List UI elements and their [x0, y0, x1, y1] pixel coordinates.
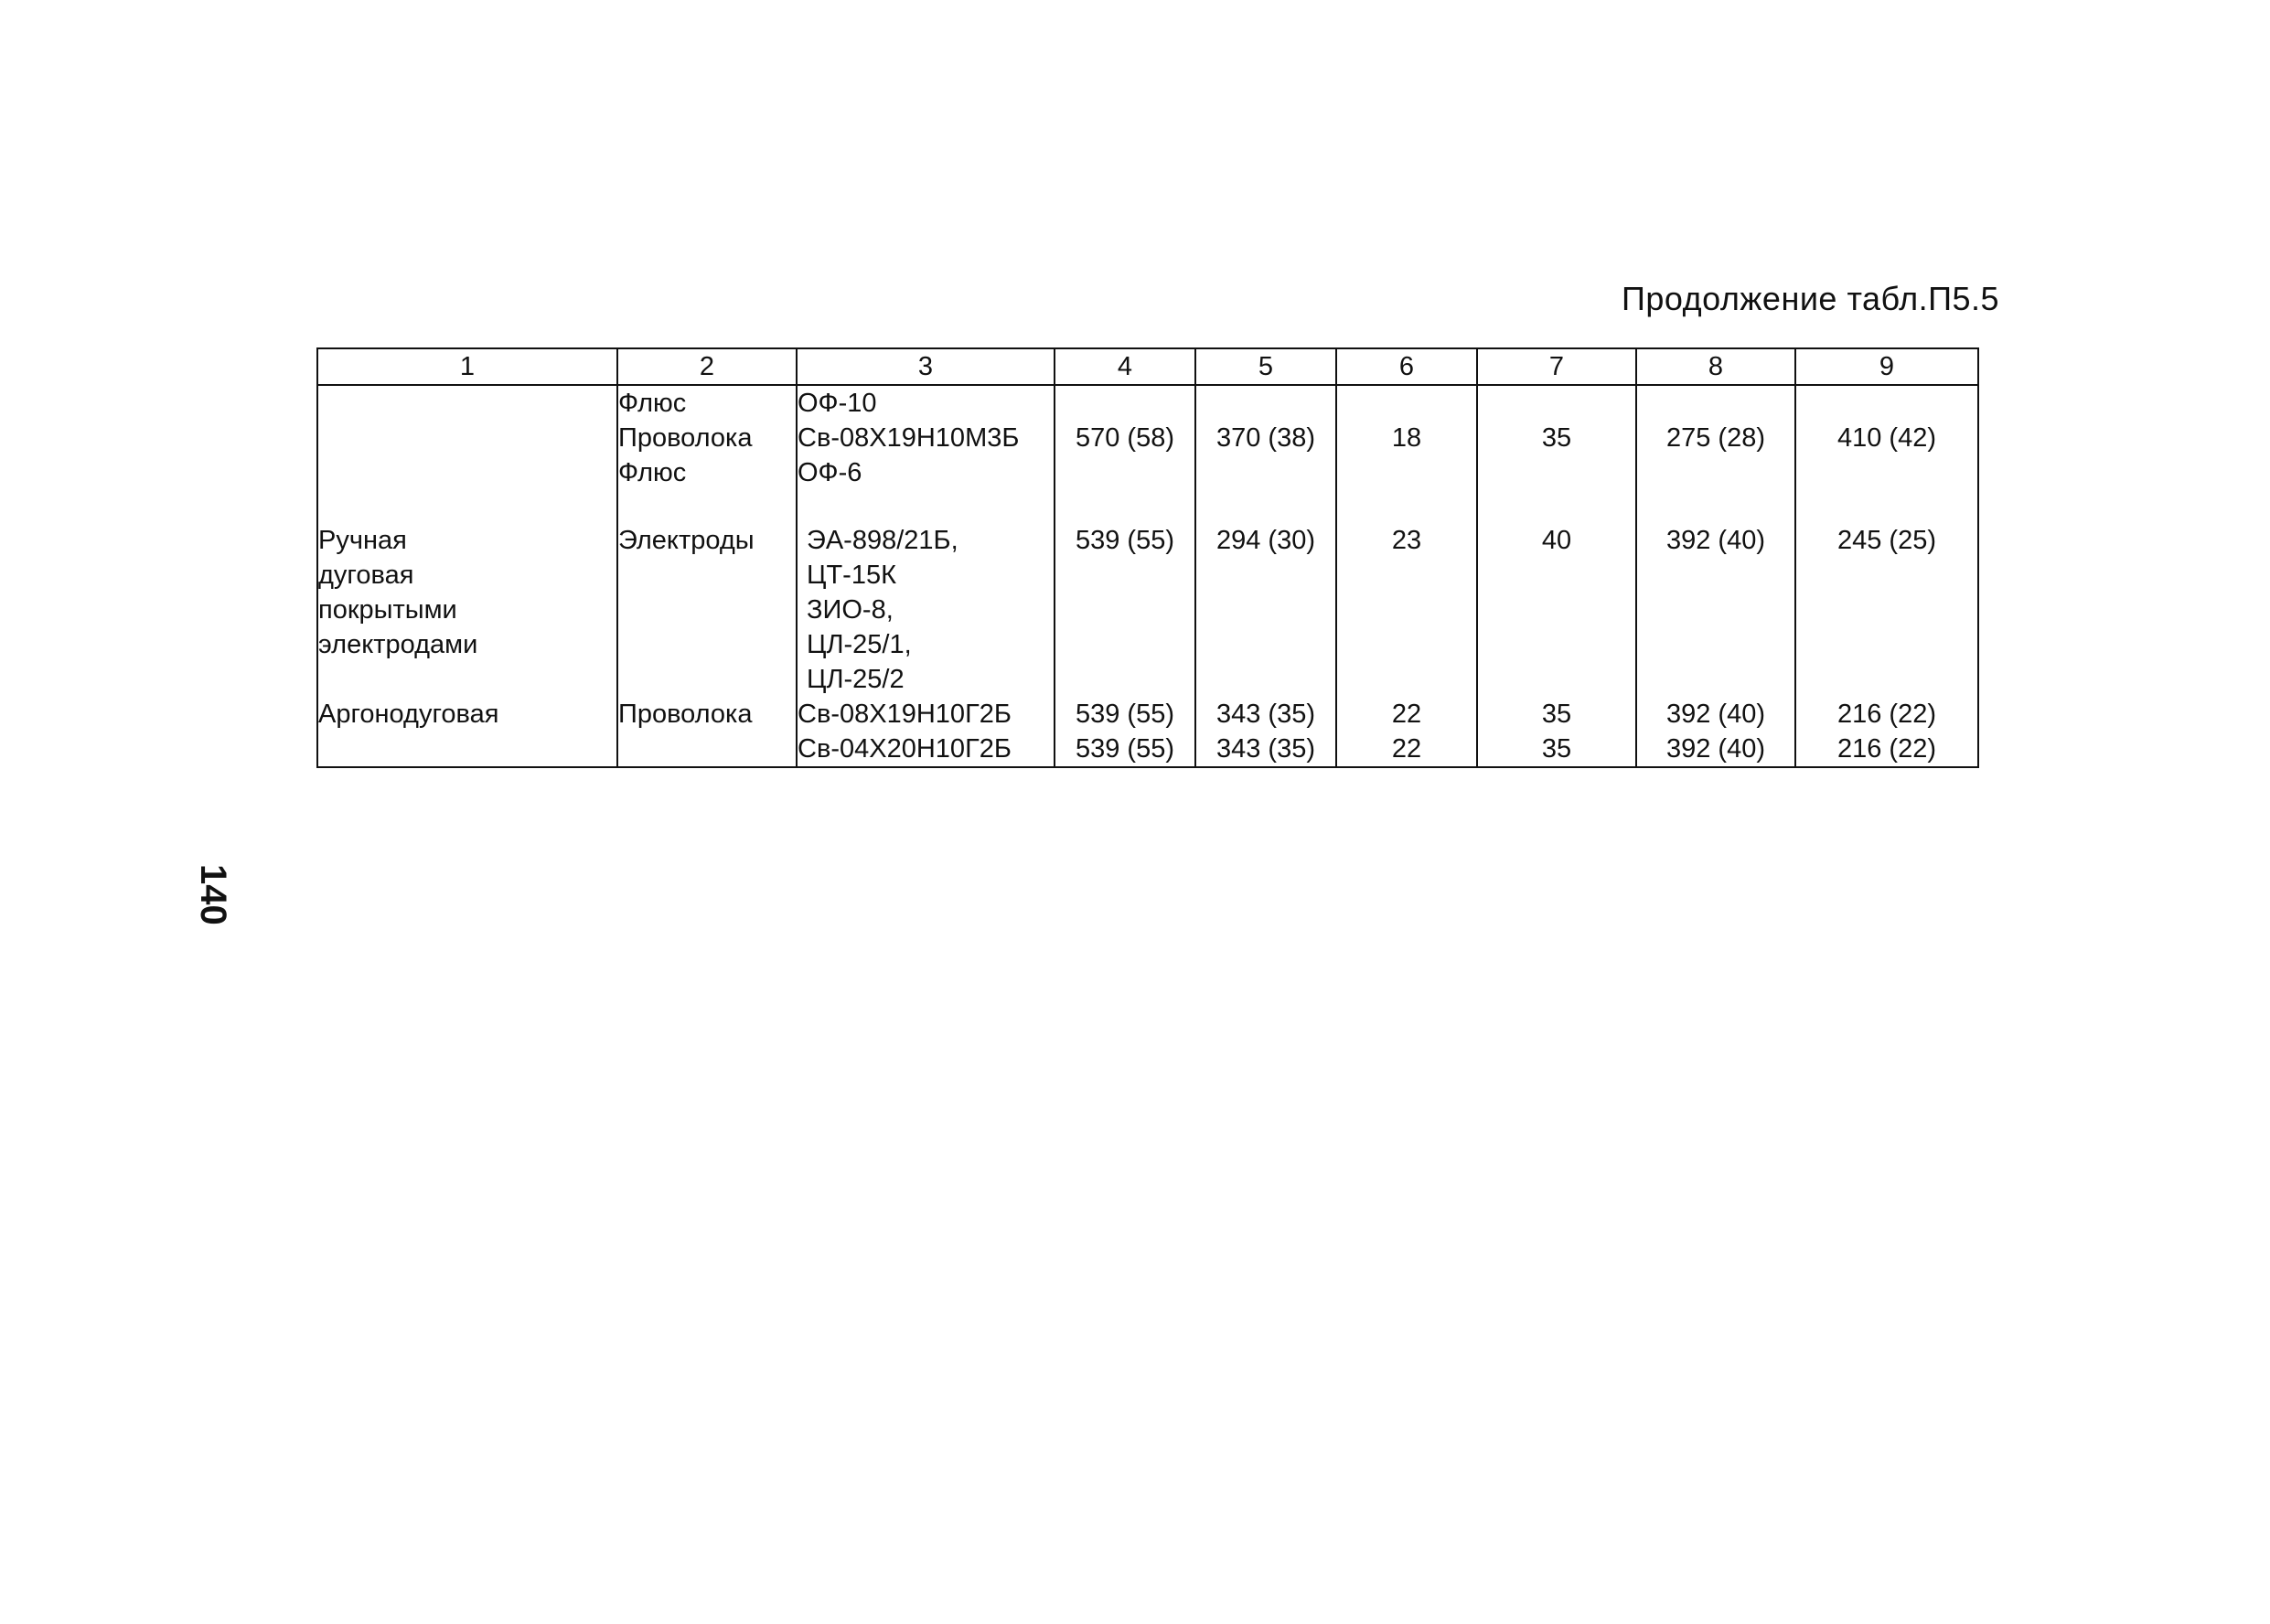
- table-cell: [1195, 385, 1336, 421]
- table-cell: 216 (22): [1795, 732, 1978, 767]
- table-cell: [1477, 662, 1636, 697]
- table-cell: 343 (35): [1195, 697, 1336, 732]
- table-cell: ЗИО-8,: [797, 593, 1055, 627]
- table-cell: [1477, 627, 1636, 662]
- table-cell: ЦЛ-25/2: [797, 662, 1055, 697]
- table-cell: 370 (38): [1195, 421, 1336, 455]
- table-cell: электродами: [317, 627, 617, 662]
- table-caption: Продолжение табл.П5.5: [1621, 280, 1999, 317]
- table-cell: Флюс: [617, 385, 797, 421]
- table-cell: 22: [1336, 697, 1477, 732]
- table-cell: [1055, 662, 1195, 697]
- table-cell: [1336, 455, 1477, 490]
- table-cell: 570 (58): [1055, 421, 1195, 455]
- table-cell: Аргонодуговая: [317, 697, 617, 732]
- table-cell: 343 (35): [1195, 732, 1336, 767]
- table-cell: 392 (40): [1636, 697, 1795, 732]
- table-cell: ЭА-898/21Б,: [797, 523, 1055, 558]
- table-cell: [1336, 490, 1477, 523]
- table-cell: Ручная: [317, 523, 617, 558]
- table-cell: [1795, 558, 1978, 593]
- table-cell: [1195, 455, 1336, 490]
- table-cell: ОФ-10: [797, 385, 1055, 421]
- table-cell: [317, 490, 617, 523]
- table-cell: [317, 455, 617, 490]
- table-cell: Проволока: [617, 421, 797, 455]
- table-cell: 539 (55): [1055, 523, 1195, 558]
- table-cell: Электроды: [617, 523, 797, 558]
- table-cell: [1795, 593, 1978, 627]
- table-cell: 18: [1336, 421, 1477, 455]
- table-cell: [1195, 593, 1336, 627]
- table-cell: [317, 385, 617, 421]
- table-row: [317, 732, 1978, 767]
- column-header: 9: [1795, 348, 1978, 385]
- table-cell: [1055, 490, 1195, 523]
- table-row: [317, 662, 1978, 697]
- column-header: 1: [317, 348, 617, 385]
- table-row: [317, 627, 1978, 662]
- table-cell: Св-08Х19Н10М3Б: [797, 421, 1055, 455]
- column-header: 4: [1055, 348, 1195, 385]
- table-cell: покрытыми: [317, 593, 617, 627]
- table-cell: 275 (28): [1636, 421, 1795, 455]
- table-cell: дуговая: [317, 558, 617, 593]
- column-header: 3: [797, 348, 1055, 385]
- table-cell: 392 (40): [1636, 523, 1795, 558]
- table-cell: [1336, 662, 1477, 697]
- table-cell: 392 (40): [1636, 732, 1795, 767]
- table-cell: [617, 732, 797, 767]
- table-cell: [1636, 490, 1795, 523]
- table-cell: Флюс: [617, 455, 797, 490]
- table-cell: Проволока: [617, 697, 797, 732]
- header-row: [317, 348, 1978, 385]
- table-cell: 294 (30): [1195, 523, 1336, 558]
- table-cell: 35: [1477, 421, 1636, 455]
- table-cell: [1195, 627, 1336, 662]
- table-cell: [797, 490, 1055, 523]
- table-row: [317, 385, 1978, 421]
- table-cell: [1636, 662, 1795, 697]
- table-cell: [1795, 490, 1978, 523]
- table-cell: 539 (55): [1055, 732, 1195, 767]
- table-cell: [1477, 558, 1636, 593]
- table-cell: [317, 732, 617, 767]
- column-header: 8: [1636, 348, 1795, 385]
- table-cell: [1336, 558, 1477, 593]
- table-cell: [1055, 627, 1195, 662]
- table-cell: 539 (55): [1055, 697, 1195, 732]
- table-cell: [1195, 662, 1336, 697]
- table-cell: 216 (22): [1795, 697, 1978, 732]
- table-row: [317, 697, 1978, 732]
- table-cell: [617, 558, 797, 593]
- column-header: 7: [1477, 348, 1636, 385]
- table-cell: [1636, 627, 1795, 662]
- table-cell: [1636, 385, 1795, 421]
- table-cell: 245 (25): [1795, 523, 1978, 558]
- table-cell: [1336, 385, 1477, 421]
- table-cell: ЦЛ-25/1,: [797, 627, 1055, 662]
- table-cell: [1795, 385, 1978, 421]
- table-row: [317, 558, 1978, 593]
- column-header: 6: [1336, 348, 1477, 385]
- table-row: [317, 421, 1978, 455]
- table-cell: [1795, 455, 1978, 490]
- table-cell: [617, 662, 797, 697]
- table-cell: [1336, 627, 1477, 662]
- table-cell: [1477, 593, 1636, 627]
- table-cell: 23: [1336, 523, 1477, 558]
- data-table: [316, 347, 1979, 768]
- table-cell: [1477, 385, 1636, 421]
- table-cell: [1636, 455, 1795, 490]
- table-cell: [1195, 558, 1336, 593]
- table-cell: [1195, 490, 1336, 523]
- table-cell: 35: [1477, 697, 1636, 732]
- table-cell: [1477, 455, 1636, 490]
- table-row: [317, 455, 1978, 490]
- table-cell: [1055, 593, 1195, 627]
- table-cell: ОФ-6: [797, 455, 1055, 490]
- table-cell: [617, 627, 797, 662]
- table-cell: [317, 662, 617, 697]
- column-header: 2: [617, 348, 797, 385]
- table-cell: [1636, 558, 1795, 593]
- column-header: 5: [1195, 348, 1336, 385]
- table-cell: [1477, 490, 1636, 523]
- table-cell: [317, 421, 617, 455]
- table-cell: 35: [1477, 732, 1636, 767]
- table-cell: [617, 593, 797, 627]
- page-number: 140: [193, 864, 233, 925]
- table-cell: [617, 490, 797, 523]
- table-cell: 410 (42): [1795, 421, 1978, 455]
- table-cell: [1336, 593, 1477, 627]
- table-cell: [1795, 662, 1978, 697]
- table-cell: [1055, 558, 1195, 593]
- table-cell: [1636, 593, 1795, 627]
- table-cell: Св-04Х20Н10Г2Б: [797, 732, 1055, 767]
- spacer-row: [317, 490, 1978, 523]
- table-cell: 22: [1336, 732, 1477, 767]
- table-cell: Св-08Х19Н10Г2Б: [797, 697, 1055, 732]
- table-row: [317, 523, 1978, 558]
- table-cell: 40: [1477, 523, 1636, 558]
- table-cell: [1795, 627, 1978, 662]
- table-cell: [1055, 455, 1195, 490]
- table-cell: [1055, 385, 1195, 421]
- table-cell: ЦТ-15К: [797, 558, 1055, 593]
- table-row: [317, 593, 1978, 627]
